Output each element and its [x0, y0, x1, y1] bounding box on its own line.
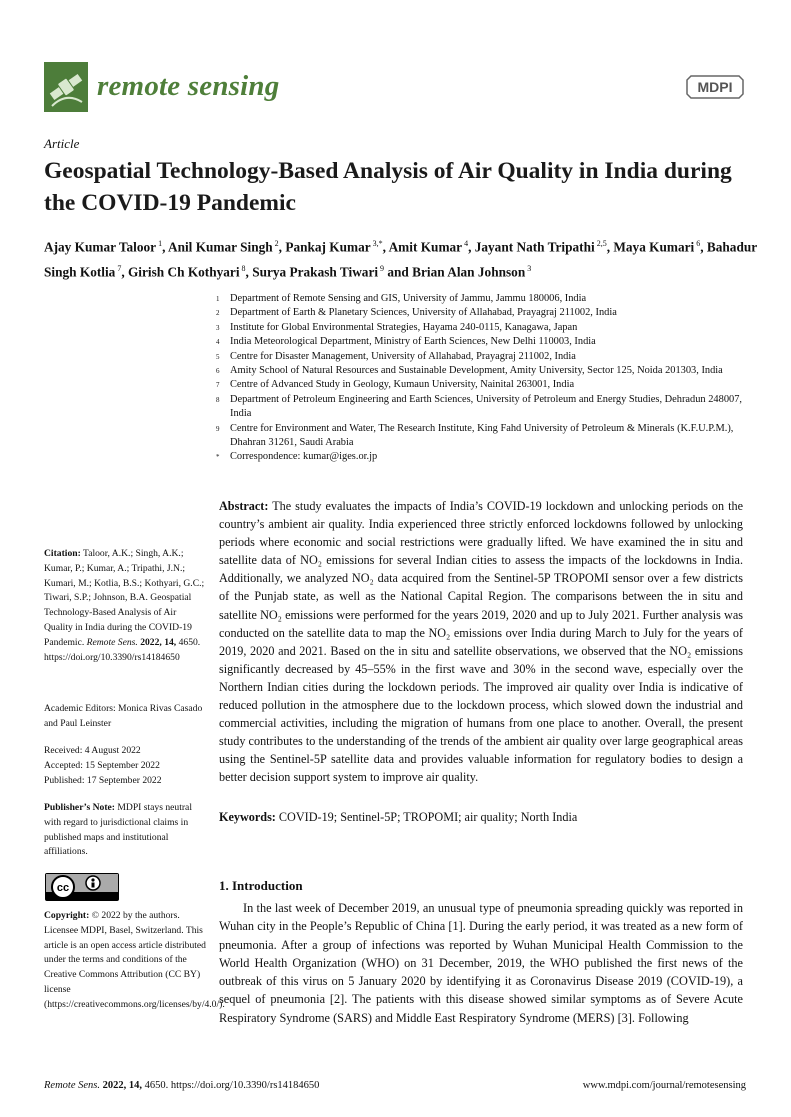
author-affiliation-number: 2,5: [594, 239, 607, 248]
affiliation-text: Department of Remote Sensing and GIS, University of Jammu, Jammu 180006, India: [230, 293, 587, 304]
affiliation-number: 8: [216, 395, 220, 404]
abstract: [219, 497, 743, 787]
journal-name: remote sensing: [97, 70, 280, 102]
satellite-icon: [44, 62, 88, 112]
affiliation-item: [216, 378, 756, 392]
citation-doi[interactable]: 4650. https://doi.org/10.3390/rs14184650: [44, 636, 201, 663]
page-title: Geospatial Technology-Based Analysis of Air Quality in India during the COVID-19 Pandemic: [44, 158, 732, 216]
author-name: Pankaj Kumar: [285, 239, 371, 255]
intro-paragraph: In the last week of December 2019, an unusual type of pneumonia spreading quickly was reported in Wuhan city in the People’s Republic of China [1]. During the early period, it was treated as a new form of pneumonia. After a group of infections was reported by Wuhan Municipal Health Commission to the World Health Organization (WHO) on 31 December, 2019, the WHO published the first news of the outbreak of this virus on 5 January 2020 by identifying it as Coronavirus Disease 2019 (COVID-19), a sequel of pneumonia [2]. The patients with this disease showed similar symptoms as of Severe Acute Respiratory Syndrome (SARS) and Middle East Respiratory Syndrome (MERS) [3]. Following: [219, 901, 743, 1025]
affiliation-item: [216, 450, 756, 464]
copyright: [44, 909, 225, 1013]
article-type: Article: [44, 136, 80, 151]
citation-label: Citation:: [44, 548, 81, 559]
author-name: Ajay Kumar Taloor: [44, 239, 157, 255]
mdpi-logo: [683, 74, 747, 100]
affiliation-item: [216, 393, 756, 422]
author-name: Girish Ch Kothyari: [127, 264, 240, 280]
citation-year-vol: 2022, 14,: [140, 636, 177, 648]
keywords: [219, 808, 743, 826]
citation-block: [44, 547, 206, 665]
publisher-note: [44, 801, 206, 860]
author-name: Jayant Nath Tripathi: [474, 239, 595, 255]
author-affiliation-number: 9: [378, 264, 385, 274]
by-icon: [91, 878, 94, 881]
affiliation-text: Department of Petroleum Engineering and Earth Sciences, University of Petroleum and Energy Studies, Dehradun 248007, India: [230, 393, 742, 420]
footer-journal: Remote Sens.: [44, 1080, 100, 1091]
affiliation-text: Centre for Disaster Management, University of Allahabad, Prayagraj 211002, India: [230, 350, 576, 362]
author-name: Surya Prakash Tiwari: [252, 264, 379, 280]
affiliation-number: 5: [216, 352, 220, 361]
affiliation-number: 2: [216, 309, 220, 318]
affiliation-item: [216, 422, 756, 451]
affiliation-text: Institute for Global Environmental Strategies, Hayama 240-0115, Kanagawa, Japan: [230, 321, 578, 333]
affiliation-number: 4: [216, 338, 220, 347]
footer-year-vol: 2022, 14,: [102, 1080, 142, 1091]
affiliation-item: [216, 306, 756, 320]
affiliation-number: 7: [216, 381, 220, 390]
journal-logo: [44, 62, 88, 112]
affiliation-item: [216, 335, 756, 349]
author-affiliation-number: 3: [525, 264, 532, 274]
keywords-label: Keywords:: [219, 810, 276, 824]
footer-url[interactable]: www.mdpi.com/journal/remotesensing: [582, 1080, 746, 1091]
affiliation-item: [216, 364, 756, 378]
accepted-date: Accepted: 15 September 2022: [44, 760, 160, 771]
author-affiliation-number: 7: [115, 264, 122, 274]
affiliation-text: Department of Earth & Planetary Sciences, University of Allahabad, Prayagraj 211002, India: [230, 307, 617, 319]
cc-by-license-badge[interactable]: [45, 873, 119, 901]
citation-journal: Remote Sens.: [86, 636, 138, 648]
affiliation-text: Centre of Advanced Study in Geology, Kumaun University, Nainital 263001, India: [230, 379, 575, 391]
author-name: Bahadur Singh Kotlia: [44, 239, 757, 280]
author-affiliation-number: 6: [694, 239, 701, 248]
abstract-label: Abstract:: [219, 499, 269, 513]
affiliation-number: 6: [216, 367, 220, 376]
author-affiliation-number: 4: [462, 239, 469, 248]
academic-editors: Academic Editors: Monica Rivas Casado and Paul Leinster: [44, 703, 203, 729]
affiliation-item: [216, 321, 756, 335]
author-affiliation-number: 1: [156, 239, 163, 248]
citation-text: Taloor, A.K.; Singh, A.K.; Kumar, P.; Kumar, A.; Tripathi, J.N.; Kumari, M.; Kotlia, B.S.; Kothyari, G.C.; Tiwari, S.P.; Johnson, B.A. Geospatial Technology-Based Analysis of Air Quality in India during the COVID-19 Pandemic.: [44, 548, 205, 648]
affiliation-item: [216, 350, 756, 364]
copyright-text: © 2022 by the authors. Licensee MDPI, Basel, Switzerland. This article is an open access article distributed under the terms and conditions of the Creative Commons Attribution (CC BY) license (https://creativecommons.org/licenses/by/4.0/).: [44, 910, 225, 1010]
mdpi-logo-text: MDPI: [697, 79, 733, 95]
affiliation-number: 9: [216, 424, 220, 433]
affiliation-text: India Meteorological Department, Ministry of Earth Sciences, New Delhi 110003, India: [230, 336, 596, 348]
affiliation-number: 1: [216, 295, 220, 303]
author-affiliation-number: 2: [272, 239, 279, 248]
affiliation-item: [216, 292, 756, 306]
publisher-note-label: Publisher’s Note:: [44, 802, 115, 813]
published-date: Published: 17 September 2022: [44, 775, 162, 786]
author-affiliation-number: 8: [239, 264, 246, 274]
author-list: Ajay Kumar Taloor $^1$, Anil Kumar Singh $^2$, Pankaj Kumar $^{3,*}$, Amit Kumar $^4$, Jayant Nath Tripathi $^{2,5}$, Maya Kumari $^6$, Bahadur Singh Kotlia $^7$, Girish Ch Kothyari $^8$, Surya Prakash Tiwari $^9$ and Brian Alan Johnson $^3$: [44, 239, 757, 280]
affiliation-number: 3: [216, 323, 220, 332]
author-name: Amit Kumar: [388, 239, 463, 255]
affiliation-text: Amity School of Natural Resources and Sustainable Development, Amity University, Sector 125, Noida 201303, India: [230, 365, 723, 377]
affiliation-number: *: [216, 453, 220, 462]
author-name: Maya Kumari: [613, 239, 695, 255]
keywords-text: COVID-19; Sentinel-5P; TROPOMI; air quality; North India: [278, 810, 578, 824]
affiliation-list: [216, 292, 756, 465]
received-date: Received: 4 August 2022: [44, 745, 141, 756]
author-affiliation-number: 3,*: [370, 239, 383, 248]
author-name: Brian Alan Johnson: [412, 264, 526, 280]
affiliation-text: Centre for Environment and Water, The Research Institute, King Fahd University of Petroleum & Minerals (K.F.U.P.M.), Dhahran 31261, Saudi Arabia: [230, 422, 734, 449]
section-heading: 1. Introduction: [219, 878, 303, 893]
copyright-label: Copyright:: [44, 910, 90, 921]
footer-doi[interactable]: 4650. https://doi.org/10.3390/rs14184650: [144, 1080, 320, 1091]
affiliation-text: Correspondence: kumar@iges.or.jp: [230, 451, 378, 463]
author-name: Anil Kumar Singh: [167, 239, 273, 255]
footer-citation: [44, 1080, 319, 1091]
publisher-note-text: MDPI stays neutral with regard to jurisdictional claims in published maps and institutional affiliations.: [44, 802, 192, 858]
cc-icon: cc: [56, 882, 70, 894]
abstract-text: The study evaluates the impacts of India’s COVID-19 lockdown and unlocking periods on the country’s ambient air quality. India experienced three strictly enforced lockdowns followed by unlocking periods where economic and social restrictions were gradually lifted. We have examined the in situ and satellite data of NO₂ emissions for several Indian cities to assess the impacts of the lockdowns in India. Additionally, we analyzed NO₂ data acquired from the Sentinel-5P TROPOMI sensor over a few districts of the Punjab state, as well as the National Capital Region. The comparisons between the in situ and satellite NO₂ emissions were performed for the years 2019, 2020 and up to July 2021. Further analysis was conducted on the satellite data to map the NO₂ emissions over India during March to July for the years of 2019, 2020 and 2021. Based on the in situ and satellite observations, we observed that the NO₂ emissions significantly decreased by 45–55% in the first wave and 30% in the second wave, especially over the Northern Indian cities during the lockdown periods. The improved air quality over India is indicative of reduced pollution in the atmosphere due to the lockdown process, which slowed down the industrial and commercial activities, including the migration of humans from one place to another. Overall, the present study contributes to the understanding of the trends of the ambient air quality over large geographical areas using the Sentinel-5P satellite data and provides valuable information for regulatory bodies to design a better decision support system to improve air quality.: [219, 499, 743, 785]
